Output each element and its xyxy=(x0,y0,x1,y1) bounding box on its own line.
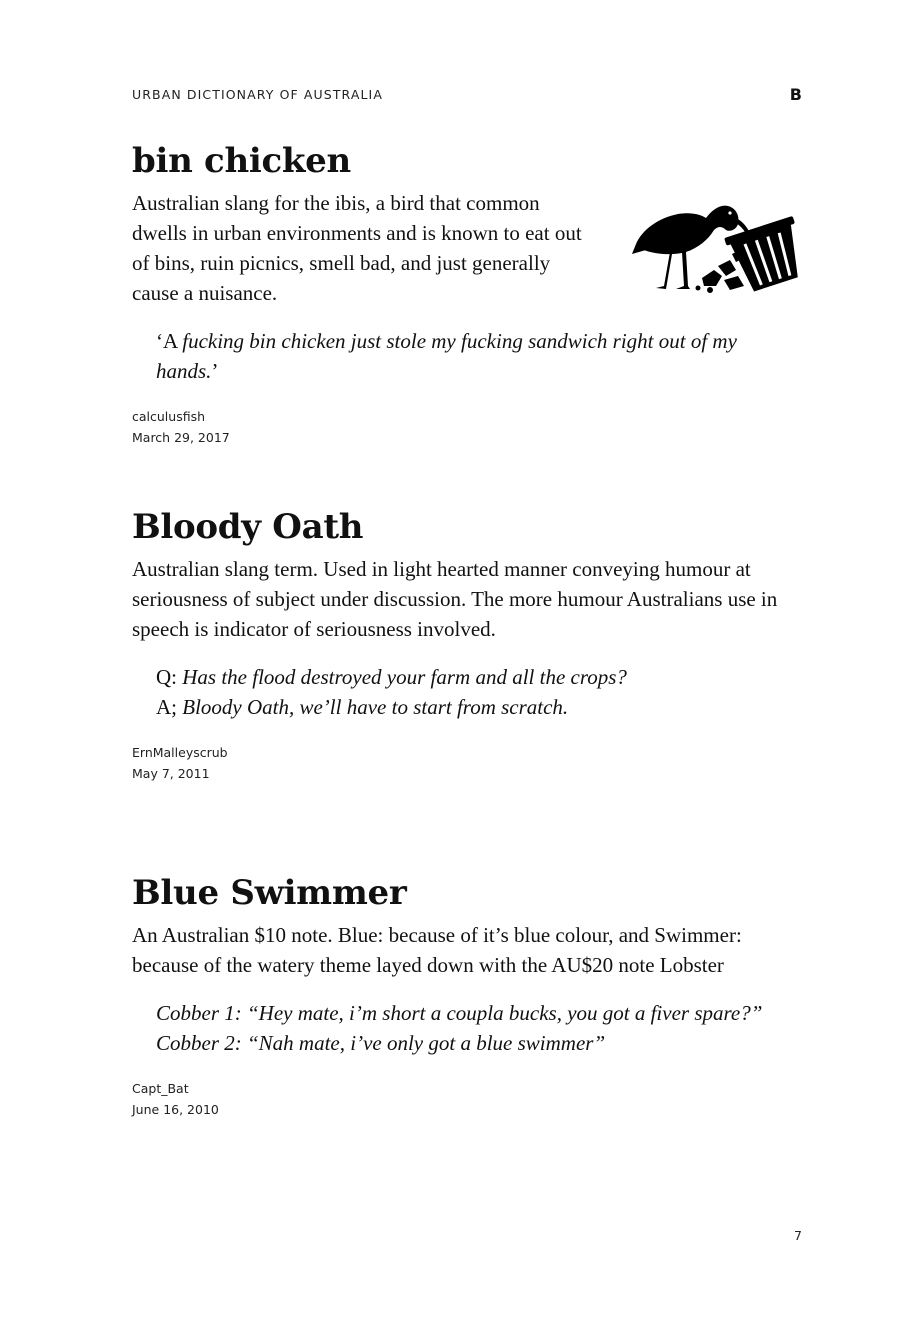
running-head xyxy=(132,87,802,107)
definition: Australian slang term. Used in light hearted manner conveying humour at seriousness of subject under discussion. The more humour Australians use in speech is indicator of seriousness involved. xyxy=(132,557,778,641)
definition: Australian slang for the ibis, a bird that common dwells in urban environments and is known to eat out of bins, ruin picnics, smell bad, and just generally cause a nuisance. xyxy=(132,191,582,305)
entry-date: June 16, 2010 xyxy=(132,1102,219,1117)
section-letter: B xyxy=(789,85,802,104)
dictionary-entry-bin-chicken xyxy=(132,140,802,448)
example-line: Q: Has the flood destroyed your farm and all the crops? xyxy=(156,665,627,689)
definition: An Australian $10 note. Blue: because of it’s blue colour, and Swimmer: because of the watery theme layed down with the AU$20 note Lobster xyxy=(132,923,742,977)
dictionary-entry-blue-swimmer xyxy=(132,872,802,1120)
page-number: 7 xyxy=(794,1228,802,1243)
example-line: A; Bloody Oath, we’ll have to start from scratch. xyxy=(156,695,569,719)
byline xyxy=(132,742,802,784)
entry-date: March 29, 2017 xyxy=(132,430,230,445)
entry-date: May 7, 2011 xyxy=(132,766,210,781)
headword: Bloody Oath xyxy=(132,507,364,547)
usage-example xyxy=(156,662,802,722)
usage-example xyxy=(156,326,802,386)
example-line: Cobber 1: “Hey mate, i’m short a coupla bucks, you got a fiver spare?” xyxy=(156,1001,763,1025)
byline xyxy=(132,1078,802,1120)
author-name: ErnMalleyscrub xyxy=(132,745,228,760)
byline xyxy=(132,406,802,448)
headword: bin chicken xyxy=(132,141,351,181)
usage-example xyxy=(156,998,802,1058)
headword: Blue Swimmer xyxy=(132,873,407,913)
example-line: Cobber 2: “Nah mate, i’ve only got a blue swimmer” xyxy=(156,1031,606,1055)
example-line: ‘A fucking bin chicken just stole my fucking sandwich right out of my hands.’ xyxy=(156,329,737,383)
dictionary-entry-bloody-oath xyxy=(132,506,802,784)
ibis-eating-from-bin-icon xyxy=(632,196,804,294)
book-title: URBAN DICTIONARY OF AUSTRALIA xyxy=(132,87,383,102)
author-name: calculusfish xyxy=(132,409,206,424)
author-name: Capt_Bat xyxy=(132,1081,189,1096)
